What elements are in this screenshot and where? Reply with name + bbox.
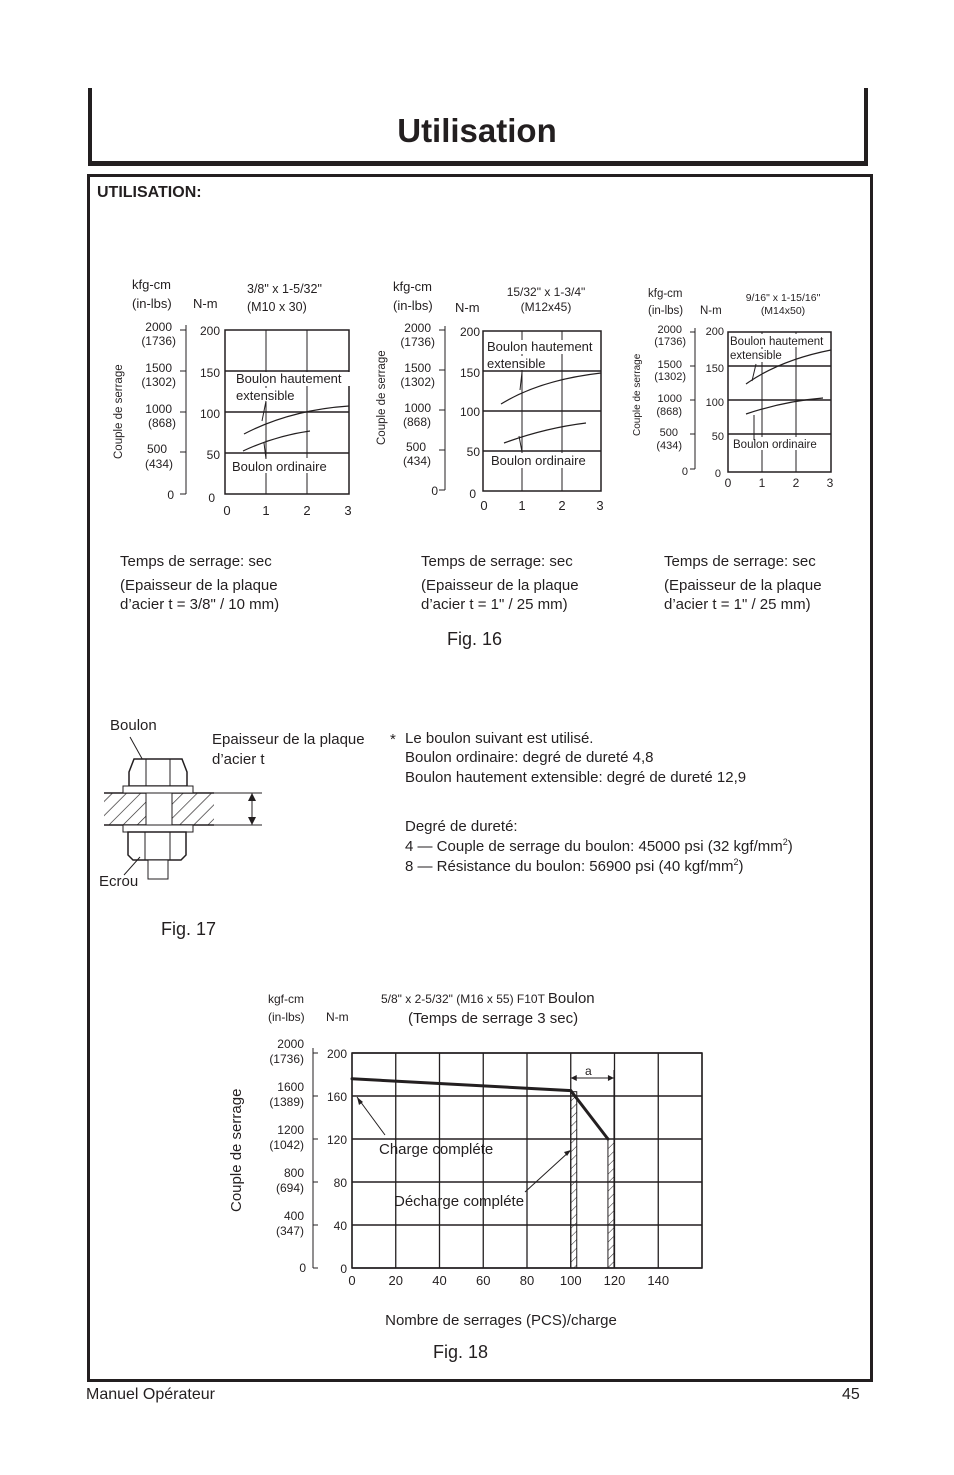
y-tick-inlb: (868) — [656, 406, 682, 418]
y-tick-nm: 200 — [459, 325, 480, 339]
y-tick-kgf: 2000 — [657, 324, 682, 336]
x-tick: 0 — [724, 476, 732, 490]
y-tick-nm: 200 — [705, 326, 724, 338]
chart-title-line-2: (Temps de serrage 3 sec) — [408, 1010, 579, 1027]
chart-title-line-1: 5/8" x 2-5/32" (M16 x 55) F10T Boulon — [381, 990, 595, 1007]
nm-unit-label: N-m — [193, 296, 218, 311]
y-tick-inlb: (1736) — [400, 335, 435, 349]
y-tick-inlb: (1736) — [654, 336, 686, 348]
y-tick-kgf: 2000 — [145, 320, 172, 334]
x-tick: 0 — [223, 503, 231, 518]
interval-a-arrow — [608, 1075, 614, 1081]
interval-a-arrow — [571, 1075, 577, 1081]
y-tick-zero: 0 — [431, 484, 438, 498]
y-tick-nm: 150 — [459, 366, 480, 380]
note-star: * — [390, 731, 396, 748]
y-tick-inlb: (434) — [402, 454, 431, 468]
y-tick-inlb: (1302) — [400, 375, 435, 389]
x-tick: 140 — [647, 1273, 670, 1288]
y-tick-kgf: 0 — [299, 1261, 306, 1275]
y-tick-nm: 50 — [711, 431, 724, 443]
y-tick-kgf: 500 — [405, 440, 426, 454]
inlb-unit-label: (in-lbs) — [268, 1010, 305, 1024]
x-tick: 1 — [518, 498, 526, 513]
inlb-unit-label: (in-lbs) — [132, 296, 172, 311]
y-tick-nm: 0 — [340, 1262, 347, 1276]
y-tick-kgf: 1500 — [404, 361, 431, 375]
x-tick: 3 — [826, 476, 834, 490]
y-tick-kgf: 1000 — [404, 401, 431, 415]
fig16-caption-2: Temps de serrage: sec (Epaisseur de la plaque d’acier t = 1" / 25 mm) — [421, 553, 579, 613]
nm-unit-label: N-m — [700, 305, 722, 317]
kgf-unit-label: kfg-cm — [648, 288, 683, 300]
high-tensile-label: Boulon hautement — [730, 336, 824, 348]
full-discharge-label: Décharge compléte — [394, 1193, 525, 1210]
discharge-leader — [525, 1150, 571, 1192]
fig18-label: Fig. 18 — [433, 1342, 489, 1362]
x-tick: 40 — [432, 1273, 447, 1288]
y-tick-kgf: 1000 — [145, 402, 172, 416]
y-tick-zero: 0 — [714, 468, 721, 480]
y-axis-label: Couple de serrage — [632, 353, 643, 436]
y-tick-inlb: (868) — [147, 416, 176, 430]
y-tick-zero: 0 — [208, 491, 215, 505]
y-tick-nm: 80 — [333, 1176, 347, 1190]
note-line-4: Degré de dureté: — [405, 818, 518, 835]
y-tick-inlb: (347) — [275, 1224, 304, 1238]
x-tick: 100 — [559, 1273, 582, 1288]
bolt-size: 3/8" x 1-5/32" — [247, 282, 322, 296]
high-tensile-label: Boulon hautement — [487, 339, 593, 354]
bolt-metric: (M10 x 30) — [247, 300, 307, 314]
data-point — [351, 1077, 354, 1080]
full-charge-label: Charge compléte — [379, 1141, 494, 1158]
inlb-unit-label: (in-lbs) — [393, 298, 433, 313]
x-tick: 1 — [262, 503, 270, 518]
high-tensile-label: extensible — [236, 388, 295, 403]
y-tick-inlb: (1042) — [269, 1138, 304, 1152]
y-tick-inlb: (1389) — [269, 1095, 304, 1109]
y-axis-label: Couple de serrage — [376, 350, 388, 445]
y-tick-nm: 40 — [333, 1219, 347, 1233]
note-line-6: 8 — Résistance du boulon: 56900 psi (40 kgf/$mm^2$) — [405, 857, 744, 875]
plot-grid — [327, 1047, 702, 1288]
y-tick-nm: 200 — [199, 324, 220, 338]
bolt-size: 15/32" x 1-3/4" — [506, 285, 586, 299]
bolt-metric: (M12x45) — [520, 300, 572, 314]
plate-thickness-label: Epaisseur de la plaque — [212, 731, 365, 748]
ordinary-label: Boulon ordinaire — [491, 453, 586, 468]
note-line-5: 4 — Couple de serrage du boulon: 45000 psi (32 kgf/$mm^2$) — [405, 837, 793, 855]
x-tick: 3 — [344, 503, 352, 518]
y-tick-kgf: 1500 — [657, 359, 682, 371]
unload-zone-2 — [608, 1139, 614, 1268]
plate-thickness-label: d’acier t — [212, 751, 265, 768]
note-line-1: Le boulon suivant est utilisé. — [405, 730, 594, 747]
x-tick: 2 — [303, 503, 311, 518]
x-tick: 120 — [603, 1273, 626, 1288]
section-heading: UTILISATION: — [97, 184, 202, 201]
note-line-2: Boulon ordinaire: degré de dureté 4,8 — [405, 749, 654, 766]
y-tick-nm: 50 — [466, 445, 480, 459]
footer-manual: Manuel Opérateur — [86, 1386, 215, 1403]
bolt-label: Boulon — [110, 717, 157, 734]
y-tick-kgf: 500 — [146, 442, 167, 456]
high-tensile-label: Boulon hautement — [236, 371, 342, 386]
y-tick-zero: 0 — [167, 488, 174, 502]
torque-series-line — [352, 1079, 608, 1139]
y-tick-inlb: (434) — [656, 440, 682, 452]
y-tick-zero: 0 — [681, 466, 688, 478]
page-title: Utilisation — [397, 112, 557, 149]
y-tick-nm: 150 — [705, 363, 724, 375]
bolt-metric: (M14x50) — [760, 305, 806, 317]
inlb-unit-label: (in-lbs) — [648, 305, 684, 317]
y-axis-label: Couple de serrage — [228, 1088, 245, 1212]
nut-label: Ecrou — [99, 873, 139, 890]
y-tick-inlb: (1736) — [141, 334, 176, 348]
y-tick-kgf: 2000 — [277, 1037, 304, 1051]
y-tick-kgf: 1200 — [277, 1123, 304, 1137]
y-tick-nm: 120 — [326, 1133, 347, 1147]
x-tick: 60 — [476, 1273, 491, 1288]
bolt-size: 9/16" x 1-15/16" — [745, 292, 821, 304]
y-tick-inlb: (434) — [144, 457, 173, 471]
y-tick-nm: 200 — [326, 1047, 347, 1061]
high-tensile-label: extensible — [487, 356, 546, 371]
plot-marks — [351, 1070, 614, 1268]
y-tick-kgf: 1500 — [145, 361, 172, 375]
x-tick: 0 — [480, 498, 488, 513]
x-tick: 3 — [596, 498, 604, 513]
ordinary-label: Boulon ordinaire — [733, 439, 817, 451]
y-tick-inlb: (1302) — [654, 371, 686, 383]
y-tick-inlb: (868) — [402, 415, 431, 429]
fig17-label: Fig. 17 — [161, 919, 217, 939]
y-tick-kgf: 500 — [659, 427, 678, 439]
y-tick-nm: 100 — [705, 397, 724, 409]
y-tick-nm: 100 — [459, 405, 480, 419]
fig16-caption-3: Temps de serrage: sec (Epaisseur de la plaque d’acier t = 1" / 25 mm) — [664, 553, 822, 613]
page-number: 45 — [842, 1386, 860, 1403]
y-tick-nm: 100 — [199, 407, 220, 421]
nm-unit-label: N-m — [455, 300, 480, 315]
x-tick: 80 — [519, 1273, 535, 1288]
y-axis-outer — [269, 1037, 318, 1275]
kgf-unit-label: kfg-cm — [132, 277, 171, 292]
interval-a-label: a — [585, 1064, 592, 1078]
fig16-caption-1: Temps de serrage: sec (Epaisseur de la plaque d’acier t = 3/8" / 10 mm) — [120, 553, 280, 613]
y-tick-kgf: 1000 — [657, 393, 682, 405]
y-tick-nm: 160 — [326, 1090, 347, 1104]
y-axis-label: Couple de serrage — [113, 364, 125, 459]
y-tick-inlb: (694) — [275, 1181, 304, 1195]
data-point — [606, 1138, 609, 1141]
y-tick-kgf: 2000 — [404, 321, 431, 335]
y-tick-nm: 50 — [206, 448, 220, 462]
y-tick-kgf: 400 — [283, 1209, 304, 1223]
y-tick-inlb: (1302) — [141, 375, 176, 389]
y-tick-zero: 0 — [469, 487, 476, 501]
y-tick-inlb: (1736) — [269, 1052, 304, 1066]
unload-zone-1 — [571, 1092, 577, 1268]
kgf-unit-label: kfg-cm — [393, 279, 432, 294]
x-tick: 2 — [558, 498, 566, 513]
high-tensile-label: extensible — [730, 350, 782, 362]
data-point — [569, 1089, 572, 1092]
x-tick: 0 — [348, 1273, 356, 1288]
fig16-label: Fig. 16 — [447, 629, 503, 649]
kgf-unit-label: kgf-cm — [268, 992, 304, 1006]
x-tick: 1 — [758, 476, 766, 490]
x-axis-label: Nombre de serrages (PCS)/charge — [385, 1312, 617, 1329]
nm-unit-label: N-m — [326, 1010, 349, 1024]
y-tick-nm: 150 — [199, 366, 220, 380]
x-tick: 2 — [792, 476, 800, 490]
ordinary-label: Boulon ordinaire — [232, 459, 327, 474]
y-tick-kgf: 800 — [283, 1166, 304, 1180]
x-tick: 20 — [388, 1273, 403, 1288]
y-tick-kgf: 1600 — [277, 1080, 304, 1094]
note-line-3: Boulon hautement extensible: degré de dureté 12,9 — [405, 769, 747, 786]
